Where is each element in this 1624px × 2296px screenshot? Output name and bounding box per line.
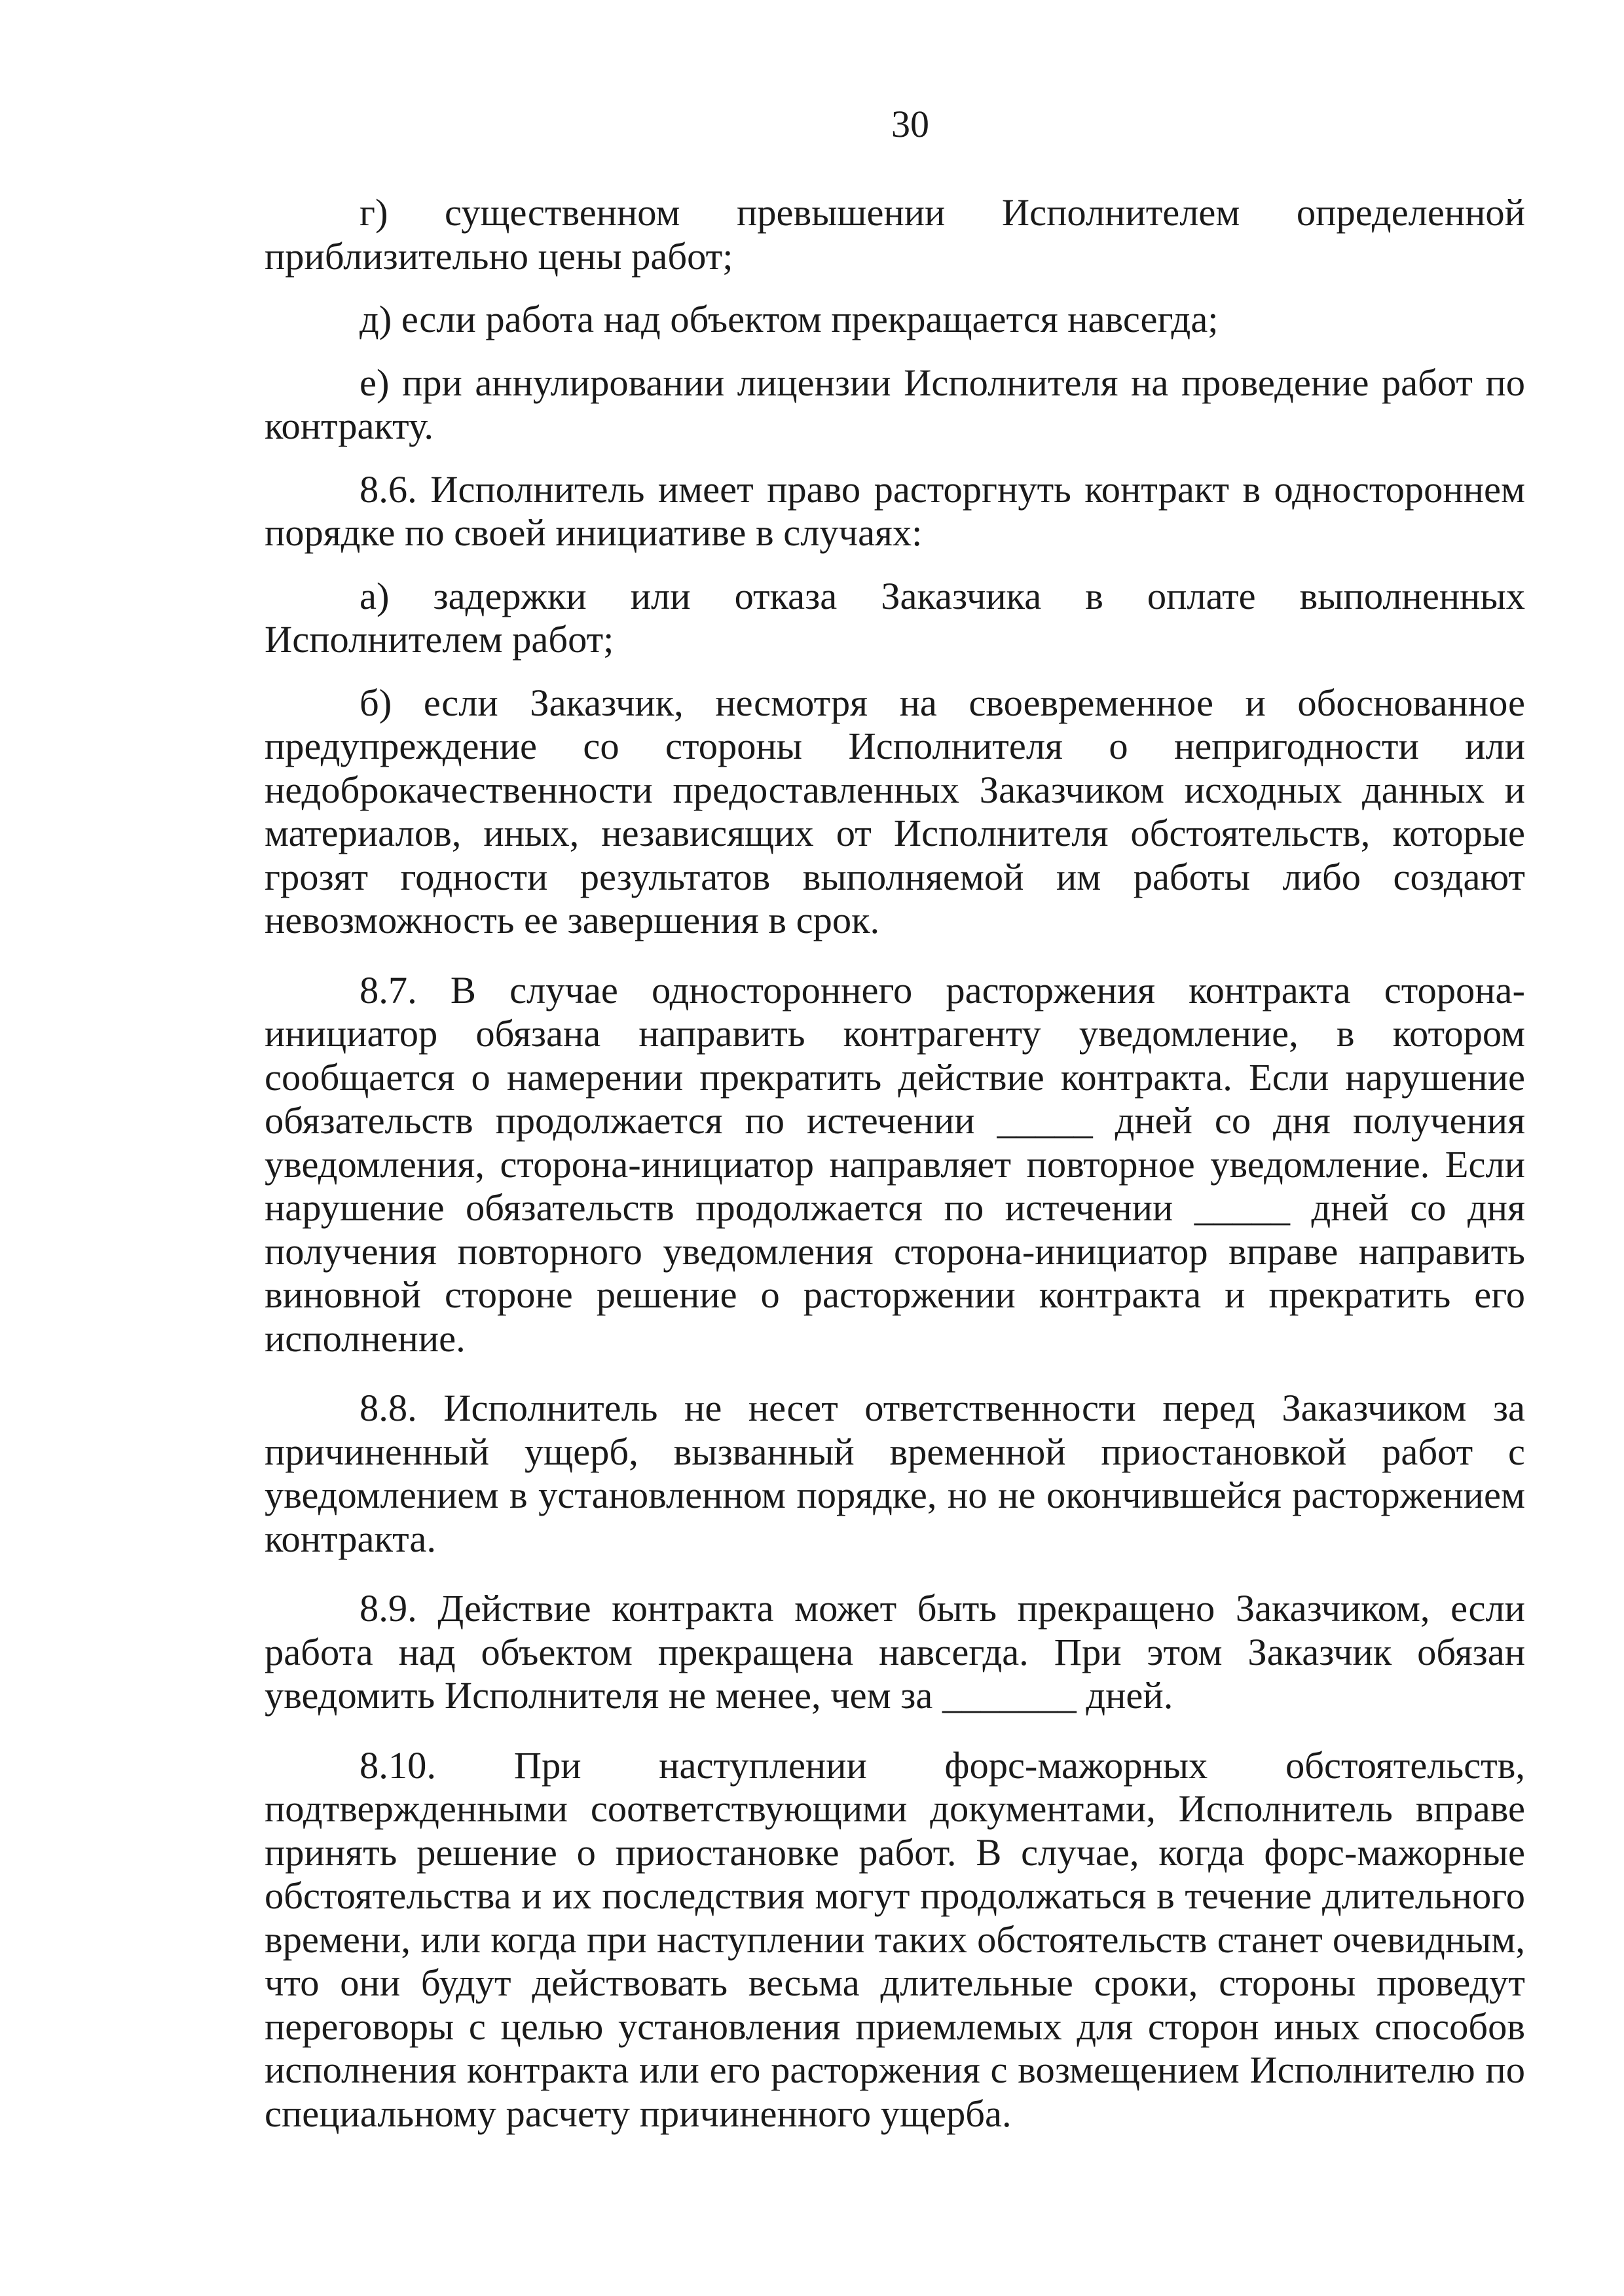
paragraph-d: д) если работа над объектом прекращается навсегда;	[360, 298, 1219, 340]
paragraph-8-6: 8.6. Исполнитель имеет право расторгнуть контракт в одностороннем порядке по своей инициативе в случаях:	[265, 467, 1525, 554]
paragraph-8-10: 8.10. При наступлении форс-мажорных обстоятельств, подтвержденными соответствующими документами, Исполнитель вправе принять решение о приостановке работ. В случае, когда форс-мажорные обстоятельства и их последствия могут продолжаться в течение длительного времени, или когда при наступлении таких обстоятельств станет очевидным, что они будут действовать весьма длительные сроки, стороны проведут переговоры с целью установления приемлемых для сторон иных способов исполнения контракта или его расторжения с возмещением Исполнителю по специальному расчету причиненного ущерба.	[265, 1743, 1525, 2135]
paragraph-8-9: 8.9. Действие контракта может быть прекращено Заказчиком, если работа над объектом прекращена навсегда. При этом Заказчик обязан уведомить Исполнителя не менее, чем за _______ дней.	[265, 1587, 1525, 1717]
paragraph-g: г) существенном превышении Исполнителем определенной приблизительно цены работ;	[265, 191, 1525, 278]
page-number: 30	[891, 103, 929, 145]
paragraph-8-8: 8.8. Исполнитель не несет ответственности перед Заказчиком за причиненный ущерб, вызванный временной приостановкой работ с уведомлением в установленном порядке, но не окончившейся расторжением контракта.	[265, 1387, 1525, 1560]
paragraph-b: б) если Заказчик, несмотря на своевременное и обоснованное предупреждение со стороны Исполнителя о непригодности или недоброкачественности предоставленных Заказчиком исходных данных и материалов, иных, независящих от Исполнителя обстоятельств, которые грозят годности результатов выполняемой им работы либо создают невозможность ее завершения в срок.	[265, 681, 1525, 941]
paragraph-a: а) задержки или отказа Заказчика в оплате выполненных Исполнителем работ;	[265, 574, 1525, 661]
document-body	[265, 191, 1525, 2149]
paragraph-8-7: 8.7. В случае одностороннего расторжения контракта сторона-инициатор обязана направить контрагенту уведомление, в котором сообщается о намерении прекратить действие контракта. Если нарушение обязательств продолжается по истечении _____ дней со дня получения уведомления, сторона-инициатор направляет повторное уведомление. Если нарушение обязательств продолжается по истечении _____ дней со дня получения повторного уведомления сторона-инициатор вправе направить виновной стороне решение о расторжении контракта и прекратить его исполнение.	[265, 968, 1525, 1360]
paragraph-e: е) при аннулировании лицензии Исполнителя на проведение работ по контракту.	[265, 361, 1525, 447]
